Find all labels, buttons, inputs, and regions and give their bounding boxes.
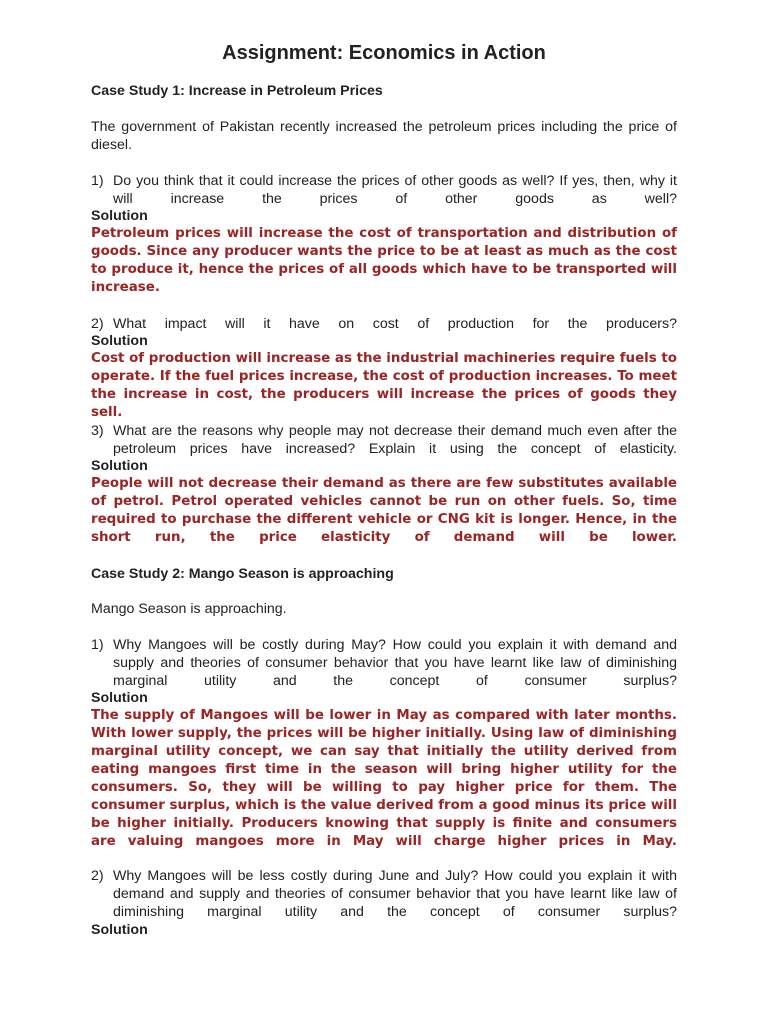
question-number: 1) <box>91 637 104 653</box>
solution-label: Solution <box>91 690 148 706</box>
solution-label: Solution <box>91 458 148 474</box>
case-1-answer-1: Petroleum prices will increase the cost of transportation and distribution of goods. Since any producer wants the price to be at least as much as the cost to produce it, hence the prices of all goods which have to be transported will increase. <box>91 226 677 295</box>
case-2-question-2 <box>91 867 677 939</box>
question-text: What are the reasons why people may not decrease their demand much even after the petroleum prices have increased? Explain it using the concept of elasticity. <box>113 423 677 457</box>
solution-label: Solution <box>91 333 148 349</box>
question-text: Why Mangoes will be less costly during June and July? How could you explain it with demand and supply and theories of consumer behavior that you have learnt like law of diminishing marginal utility and the concept of consumer surplus? <box>113 868 677 920</box>
case-1-question-3 <box>91 422 677 476</box>
case-1-question-2 <box>91 315 677 351</box>
case-2-question-1 <box>91 636 677 708</box>
question-text: Do you think that it could increase the prices of other goods as well? If yes, then, why it will increase the prices of other goods as well? <box>113 173 677 207</box>
case-study-1-intro: The government of Pakistan recently increased the petroleum prices including the price of diesel. <box>91 119 677 153</box>
case-study-2-heading: Case Study 2: Mango Season is approaching <box>91 566 394 582</box>
solution-label: Solution <box>91 922 148 938</box>
case-2-answer-1: The supply of Mangoes will be lower in May as compared with later months. With lower supply, the prices will be higher initially. Using law of diminishing marginal utility concept, we can say that initially the utility derived from eating mangoes first time in the season will bring higher utility for the consumers. So, they will be willing to pay higher price for them. The consumer surplus, which is the value derived from a good minus its price will be higher initially. Producers knowing that supply is finite and consumers are valuing mangoes more in May will charge higher prices in May. <box>91 708 677 849</box>
document-title: Assignment: Economics in Action <box>222 42 546 64</box>
case-study-2-intro: Mango Season is approaching. <box>91 601 287 617</box>
question-number: 2) <box>91 868 104 884</box>
question-text: Why Mangoes will be costly during May? How could you explain it with demand and supply and theories of consumer behavior that you have learnt like law of diminishing marginal utility and the concept of consumer surplus? <box>113 637 677 689</box>
case-study-1-heading: Case Study 1: Increase in Petroleum Prices <box>91 83 383 99</box>
case-1-question-1 <box>91 172 677 226</box>
question-number: 1) <box>91 173 104 189</box>
case-1-answer-3: People will not decrease their demand as there are few substitutes available of petrol. Petrol operated vehicles cannot be run on other fuels. So, time required to purchase the different vehicle or CNG kit is longer. Hence, in the short run, the price elasticity of demand will be lower. <box>91 476 677 545</box>
solution-label: Solution <box>91 208 148 224</box>
question-text: What impact will it have on cost of production for the producers? <box>113 316 677 332</box>
question-number: 2) <box>91 316 104 332</box>
question-number: 3) <box>91 423 104 439</box>
case-1-answer-2: Cost of production will increase as the industrial machineries require fuels to operate. If the fuel prices increase, the cost of production increases. To meet the increase in cost, the producers will increase the prices of goods they sell. <box>91 351 677 420</box>
